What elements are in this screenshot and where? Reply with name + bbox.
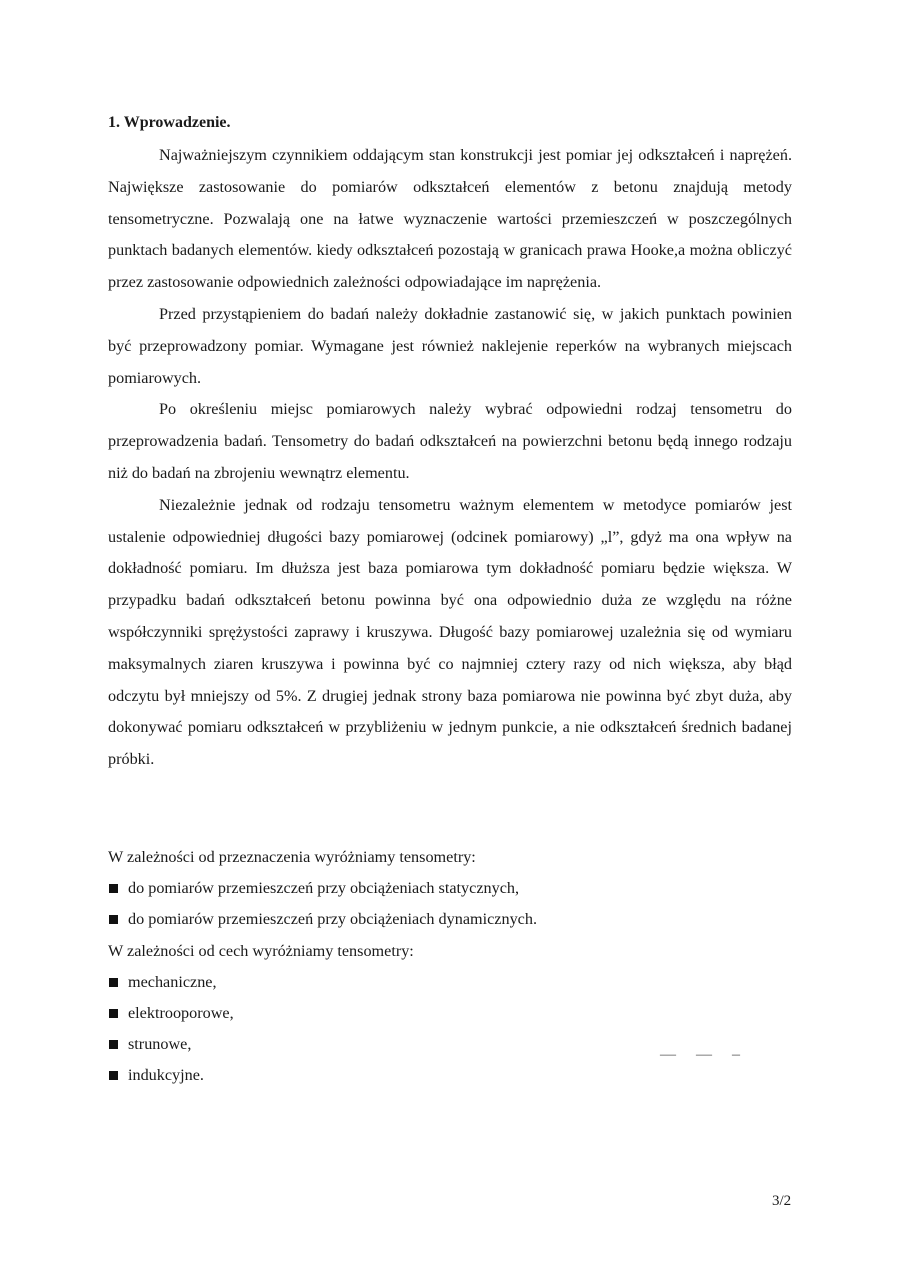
list-item-text: indukcyjne.: [128, 1066, 204, 1085]
list-item-text: strunowe,: [128, 1035, 192, 1054]
paragraph-measurement-base: Niezależnie jednak od rodzaju tensometru ważnym elementem w metodyce pomiarów jest ustalenie odpowiedniej długości bazy pomiarowej (odcinek pomiarowy) „l”, gdyż ma ona wpływ na dokładność pomiaru. Im dłuższa jest baza pomiarowa tym dokładność pomiaru będzie większa. W przypadku badań odkształceń betonu powinna być ona odpowiednio duża ze względu na różne współczynniki sprężystości zaprawy i kruszywa. Długość bazy pomiarowej uzależnia się od wymiaru maksymalnych ziaren kruszywa i powinna być co najmniej cztery razy od nich większa, aby błąd odczytu był mniejszy od 5%. Z drugiej jednak strony baza pomiarowa nie powinna być zbyt duża, aby dokonywać pomiaru odkształceń w przybliżeniu w jednym punkcie, a nie odkształceń średnich badanej próbki.: [108, 495, 792, 769]
list-features-intro: W zależności od cech wyróżniamy tensometry:: [108, 941, 414, 960]
dash-marks: — — –: [660, 1046, 748, 1063]
list-item-text: do pomiarów przemieszczeń przy obciążeniach dynamicznych.: [128, 910, 537, 929]
paragraph-preparation: Przed przystąpieniem do badań należy dokładnie zastanowić się, w jakich punktach powinien być przeprowadzony pomiar. Wymagane jest również naklejenie reperków na wybranych miejscach pomiarowych.: [108, 304, 792, 387]
list-item: [108, 967, 792, 998]
list-purpose-intro: W zależności od przeznaczenia wyróżniamy tensometry:: [108, 848, 476, 866]
list-item: [108, 873, 792, 904]
page-number: 3/2: [772, 1193, 792, 1209]
list-item-text: mechaniczne,: [128, 972, 217, 991]
square-bullet-icon: [109, 1071, 118, 1080]
square-bullet-icon: [109, 915, 118, 924]
list-purpose: [108, 873, 792, 935]
square-bullet-icon: [109, 884, 118, 893]
square-bullet-icon: [109, 1040, 118, 1049]
list-item: [108, 1060, 792, 1091]
section-heading: 1. Wprowadzenie.: [108, 114, 231, 131]
list-item-text: elektrooporowe,: [128, 1004, 234, 1023]
square-bullet-icon: [109, 1009, 118, 1018]
paragraph-tensometer-choice: Po określeniu miejsc pomiarowych należy wybrać odpowiedni rodzaj tensometru do przeprowadzenia badań. Tensometry do badań odkształceń na powierzchni betonu będą innego rodzaju niż do badań na zbrojeniu wewnątrz elementu.: [108, 400, 792, 482]
list-item: [108, 904, 792, 935]
body-text: [108, 140, 792, 776]
paragraph-intro: Najważniejszym czynnikiem oddającym stan konstrukcji jest pomiar jej odkształceń i naprężeń. Największe zastosowanie do pomiarów odkształceń elementów z betonu znajdują metody tensometryczne. Pozwalają one na łatwe wyznaczenie wartości przemieszczeń w poszczególnych punktach badanych elementów. kiedy odkształceń pozostają w granicach prawa Hooke,a można obliczyć przez zastosowanie odpowiednich zależności odpowiadające im naprężenia.: [108, 146, 792, 292]
list-item-text: do pomiarów przemieszczeń przy obciążeniach statycznych,: [128, 879, 520, 898]
square-bullet-icon: [109, 978, 118, 987]
list-item: [108, 998, 792, 1029]
list-features: [108, 967, 792, 1092]
